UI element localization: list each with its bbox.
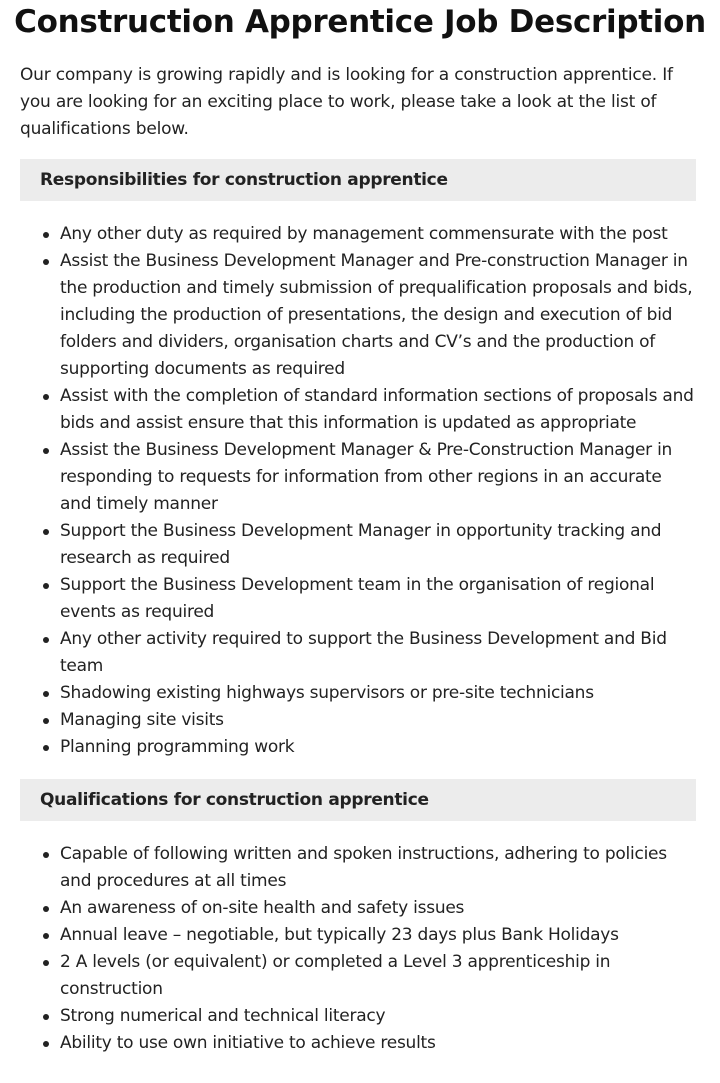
page-title: Construction Apprentice Job Description [14, 4, 706, 40]
list-item: Assist the Business Development Manager and Pre-construction Manager in the production and timely submission of prequalification proposals and bids, including the production of presentations, the design and execution of bid folders and dividers, organisation charts and CV’s and the production of supporting documents as required [60, 248, 696, 383]
list-item: Support the Business Development team in the organisation of regional events as required [60, 572, 696, 626]
list-item: Planning programming work [60, 734, 696, 761]
list-item: Any other activity required to support the Business Development and Bid team [60, 626, 696, 680]
responsibilities-list [0, 221, 720, 761]
qualifications-heading: Qualifications for construction apprentice [20, 779, 696, 821]
responsibilities-heading: Responsibilities for construction apprentice [20, 159, 696, 201]
list-item: Capable of following written and spoken instructions, adhering to policies and procedures at all times [60, 841, 696, 895]
list-item: Managing site visits [60, 707, 696, 734]
list-item: Ability to use own initiative to achieve results [60, 1030, 696, 1057]
list-item: 2 A levels (or equivalent) or completed a Level 3 apprenticeship in construction [60, 949, 696, 1003]
list-item: Shadowing existing highways supervisors or pre-site technicians [60, 680, 696, 707]
list-item: Any other duty as required by management commensurate with the post [60, 221, 696, 248]
list-item: Strong numerical and technical literacy [60, 1003, 696, 1030]
qualifications-list [0, 841, 720, 1057]
list-item: Support the Business Development Manager in opportunity tracking and research as required [60, 518, 696, 572]
intro-paragraph: Our company is growing rapidly and is looking for a construction apprentice. If you are looking for an exciting place to work, please take a look at the list of qualifications below. [20, 65, 673, 139]
list-item: An awareness of on-site health and safety issues [60, 895, 696, 922]
list-item: Assist the Business Development Manager & Pre-Construction Manager in responding to requests for information from other regions in an accurate and timely manner [60, 437, 696, 518]
list-item: Assist with the completion of standard information sections of proposals and bids and assist ensure that this information is updated as appropriate [60, 383, 696, 437]
list-item: Annual leave – negotiable, but typically 23 days plus Bank Holidays [60, 922, 696, 949]
